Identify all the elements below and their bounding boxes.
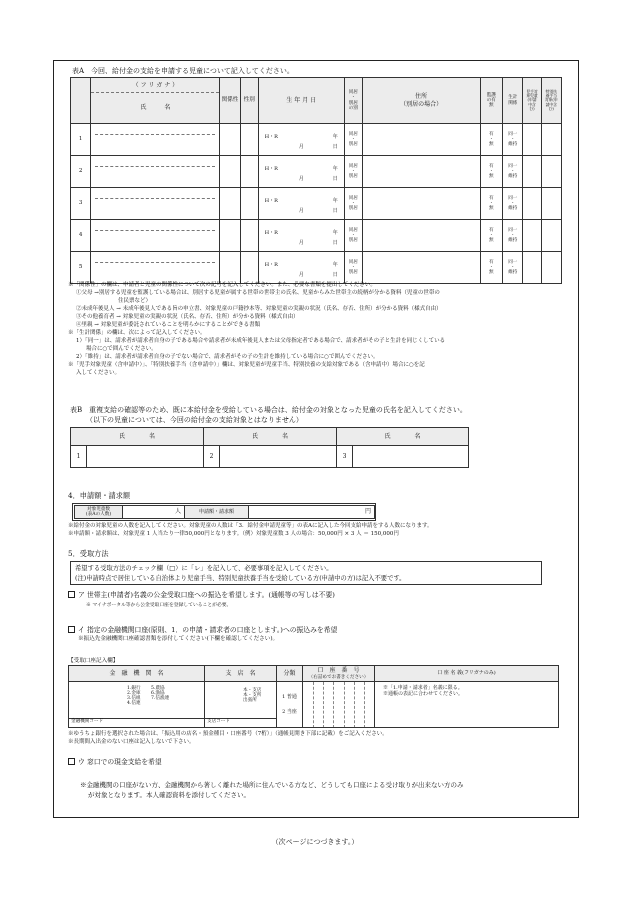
separation-header: 同居 ・ 別居 の別 — [344, 78, 362, 124]
cash-note-1: ※金融機関の口座がない方、金融機関から著しく離れた場所に住んでいる方など、どうしても口座による受け取りが出来ない方のみ — [80, 781, 464, 789]
dob-cell[interactable]: H・R 年 月 日 — [258, 124, 344, 156]
branch-code-row[interactable]: 支店コード — [205, 718, 277, 727]
cash-note-2: が対象となります。本人確認資料を添付してください。 — [88, 791, 250, 799]
custody-cell[interactable]: 有 ・ 無 — [480, 220, 503, 252]
special-allowance-header: 特別扶 養手当 対象(申 請中含 む) — [541, 78, 561, 124]
sex-cell[interactable] — [240, 220, 258, 252]
custody-cell[interactable]: 有 ・ 無 — [480, 252, 503, 284]
dob-header: 生 年 月 日 — [258, 78, 344, 124]
child-allowance-cell[interactable] — [523, 124, 541, 156]
section-5-title: 5．受取方法 — [68, 549, 109, 558]
amount-label: 申請額・請求額 — [185, 506, 249, 519]
livelihood-cell[interactable]: 同一 ・ 維持 — [503, 124, 523, 156]
sex-cell[interactable] — [240, 252, 258, 284]
row-no-header — [71, 78, 91, 124]
dob-cell[interactable]: H・R 年 月 日 — [258, 188, 344, 220]
table-b-caption: 表B 重複支給の確認等のため、既に本給付金を受給している場合は、給付金の対象となった児童の氏名を記入してください。 — [70, 406, 467, 414]
form-frame — [53, 60, 579, 818]
option-u-label: ウ 窓口での現金支給を希望 — [78, 758, 162, 766]
relation-cell[interactable] — [220, 156, 240, 188]
relation-cell[interactable] — [220, 124, 240, 156]
name-cell[interactable] — [91, 220, 220, 252]
child-count-label: 対象児童数 (表Aの人数) — [75, 506, 123, 519]
address-header: 住所 （別居の場合） — [362, 78, 480, 124]
table-b-name-3[interactable] — [353, 446, 469, 468]
table-b-no-3: 3 — [337, 446, 353, 468]
receipt-instruction-2: (注)申請時点で居住している自治体より児童手当、特別児童扶養手当を受給している方(申請中の方)は記入不要です。 — [75, 575, 406, 582]
account-table — [68, 665, 559, 728]
option-a-label: ア 世帯主(申請者)名義の公金受取口座への振込を希望します。(通帳等の写しは不要) — [78, 591, 335, 599]
name-cell[interactable] — [91, 156, 220, 188]
option-i[interactable] — [68, 626, 337, 634]
address-cell[interactable] — [362, 124, 480, 156]
option-i-checkbox[interactable] — [68, 626, 75, 633]
kind-header: 分類 — [277, 666, 303, 682]
child-allowance-cell[interactable] — [523, 220, 541, 252]
child-row — [71, 124, 562, 156]
option-a[interactable] — [68, 591, 335, 599]
option-a-note: ※ マイナポータル等から公金受取口座を登録していることが必要。 — [86, 603, 232, 608]
name-cell[interactable] — [91, 188, 220, 220]
table-b-no-2: 2 — [204, 446, 220, 468]
name-header — [91, 78, 220, 124]
special-allowance-cell[interactable] — [541, 188, 561, 220]
name-cell[interactable] — [91, 124, 220, 156]
branch-name-cell[interactable] — [205, 682, 277, 728]
option-u-checkbox[interactable] — [68, 758, 75, 765]
sex-header: 性別 — [240, 78, 258, 124]
table-b-name-2[interactable] — [220, 446, 337, 468]
amount-note-2: ※申請額・請求額は、対象児童 1 人当たり一律50,000円となります。（例）対象児童数 3 人の場合：50,000円 × 3 人 ＝ 150,000円 — [68, 531, 399, 537]
dormant-account-note: ※長期間入出金のない口座は記入しないで下さい。 — [68, 739, 195, 745]
table-b-subcaption: （以下の児童については、今回の給付金の支給対象とはなりません） — [86, 416, 303, 424]
row-number: 1 — [71, 124, 91, 156]
kind-cell[interactable]: 1 普通 2 当座 — [277, 682, 303, 728]
address-cell[interactable] — [362, 252, 480, 284]
address-cell[interactable] — [362, 156, 480, 188]
separation-cell[interactable]: 同居 ・ 別居 — [344, 188, 362, 220]
row-number: 4 — [71, 220, 91, 252]
note-foster: ④里親 → 対象児童が委託されていることを明らかにすることができる書類 — [76, 322, 261, 328]
receipt-instructions-box — [70, 561, 542, 585]
row-number: 2 — [71, 156, 91, 188]
sex-cell[interactable] — [240, 188, 258, 220]
child-row — [71, 220, 562, 252]
address-cell[interactable] — [362, 220, 480, 252]
child-row — [71, 188, 562, 220]
table-b-name-1[interactable] — [87, 446, 204, 468]
separation-cell[interactable]: 同居 ・ 別居 — [344, 124, 362, 156]
livelihood-header: 生計 関係 — [503, 78, 523, 124]
dob-cell[interactable]: H・R 年 月 日 — [258, 252, 344, 284]
livelihood-cell[interactable]: 同一 ・ 維持 — [503, 188, 523, 220]
dob-cell[interactable]: H・R 年 月 日 — [258, 156, 344, 188]
amount-table — [74, 505, 375, 519]
note-same: 1）「同一」は、請求者が請求者自身の子である場合や請求者が未成年後見人または父母指定者である場合で、請求者がその子と生計を同じくしている — [76, 338, 446, 344]
table-b-name-header-3: 氏 名 — [337, 428, 469, 446]
special-allowance-cell[interactable] — [541, 220, 561, 252]
table-b-name-header-1: 氏 名 — [71, 428, 204, 446]
note-allowance-cont: 入してください。 — [76, 370, 121, 376]
table-b — [70, 427, 469, 468]
sex-cell[interactable] — [240, 124, 258, 156]
table-a-caption: 表A 今回、給付金の支給を申請する児童について記入してください。 — [72, 67, 294, 75]
holder-note-2: ※通帳の表記に合わせてください。 — [383, 691, 464, 698]
option-u[interactable] — [68, 758, 162, 766]
bank-name-cell[interactable] — [69, 682, 205, 728]
note-livelihood: ※「生計関係」の欄は、次によって記入してください。 — [68, 330, 206, 336]
address-cell[interactable] — [362, 188, 480, 220]
custody-cell[interactable]: 有 ・ 無 — [480, 156, 503, 188]
relation-cell[interactable] — [220, 188, 240, 220]
livelihood-cell[interactable]: 同一 ・ 維持 — [503, 220, 523, 252]
receipt-instruction-1: 希望する受取方法のチェック欄（□）に「レ」を記入して、必要事項を記入してください。 — [75, 565, 333, 572]
livelihood-cell[interactable]: 同一 ・ 維持 — [503, 252, 523, 284]
separation-cell[interactable]: 同居 ・ 別居 — [344, 156, 362, 188]
child-row — [71, 156, 562, 188]
account-number-header: 口 座 番 号 （右詰めでお書きください） — [303, 666, 375, 682]
account-caption: 【受取口座記入欄】 — [68, 658, 119, 664]
table-b-name-header-2: 氏 名 — [204, 428, 337, 446]
account-holder-cell[interactable] — [375, 682, 559, 728]
name-cell[interactable] — [91, 252, 220, 284]
relation-cell[interactable] — [220, 220, 240, 252]
bank-type-options-a: 1.銀行 2.金庫 3.信組 4.信連 — [127, 686, 141, 707]
note-parents: ①父母 →別居する児童を監護している場合は、別居する児童が属する世帯の世帯主の氏名、児童からみた世帯主の続柄が分かる資料（児童の世帯の — [76, 290, 440, 296]
relation-cell[interactable] — [220, 252, 240, 284]
holder-note-1: ※「1.申請・請求者」名義に限る。 — [383, 685, 463, 691]
special-allowance-cell[interactable] — [541, 156, 561, 188]
note-same-cont: 場合に○で囲んでください。 — [86, 346, 157, 352]
note-allowance: ※「児手対象児童（含申請中）」、「特別扶養手当（含申請中）」欄は、対象児童が児童手当、特別扶養の支給対象である（含申請中）場合に○を記 — [68, 362, 425, 368]
child-allowance-cell[interactable] — [523, 156, 541, 188]
bank-name-header: 金 融 機 関 名 — [69, 666, 205, 682]
table-a — [70, 77, 562, 284]
child-count-field[interactable]: 人 — [123, 506, 185, 519]
note-other: ③その他養育者 → 対象児童の実親の状況（氏名、存否、住所）が分かる資料（様式自由） — [76, 314, 299, 320]
child-allowance-cell[interactable] — [523, 188, 541, 220]
special-allowance-cell[interactable] — [541, 252, 561, 284]
row-number: 5 — [71, 252, 91, 284]
amount-field[interactable]: 円 — [249, 506, 375, 519]
special-allowance-cell[interactable] — [541, 124, 561, 156]
separation-cell[interactable]: 同居 ・ 別居 — [344, 220, 362, 252]
option-a-checkbox[interactable] — [68, 591, 75, 598]
option-i-label: イ 指定の金融機関口座(原則、1．の申請・請求者の口座とします。)への振込みを希望 — [78, 626, 338, 634]
bank-type-options-b: 5.農協 6.漁協 7.信漁連 — [151, 686, 170, 702]
account-number-cell[interactable] — [303, 682, 375, 728]
bank-code-row[interactable]: 金融機関コード — [69, 718, 205, 727]
custody-header: 監護 の有 無 — [480, 78, 503, 124]
note-guardian: ②未成年後見人 → 未成年後見人である旨の申立書、対象児童の戸籍抄本等、対象児童の実親の状況（氏名、存否、住所）が分かる資料（様式自由） — [76, 306, 442, 312]
branch-type-options: 本・支店 本・支所 出張所 — [243, 688, 262, 704]
furigana-label: （ フ リ ガ ナ ） — [91, 79, 219, 93]
separation-cell[interactable]: 同居 ・ 別居 — [344, 252, 362, 284]
table-b-no-1: 1 — [71, 446, 87, 468]
livelihood-cell[interactable]: 同一 ・ 維持 — [503, 156, 523, 188]
branch-name-header: 支 店 名 — [205, 666, 277, 682]
name-label: 氏 名 — [140, 103, 171, 111]
child-allowance-header: 児手対 象児童 (申請 中含 む) — [523, 78, 541, 124]
sex-cell[interactable] — [240, 156, 258, 188]
child-row — [71, 252, 562, 284]
account-holder-header: 口 座 名 義(フリガナのみ) — [375, 666, 559, 682]
footer-continued: （次ページにつづきます。） — [271, 838, 359, 846]
note-maintain: 2）「維持」は、請求者が請求者自身の子でない場合で、請求者がその子の生計を維持している場合に○で囲んでください。 — [76, 354, 379, 360]
amount-note-1: ※給付金の対象児童の人数を記入してください。対象児童の人数は「3．給付金申請児童等」の表Aに記入した今回支給申請をする人数になります。 — [68, 523, 433, 529]
yucho-note: ※ゆうちょ銀行を選択された場合は、「振込用の店名・預金種目・口座番号（7桁）」（通帳見開き下部に記載）をご記入ください。 — [68, 731, 388, 737]
note-relation: ※「関係性」の欄は、申請者と児童の関係性について次の記号を記入してください。また、必要な書類を提出してください。 — [68, 282, 376, 288]
relation-header: 関係性 — [220, 78, 240, 124]
section-4-title: 4．申請額・請求額 — [68, 491, 131, 500]
row-number: 3 — [71, 188, 91, 220]
note-parents-cont: 住民票など） — [118, 298, 152, 304]
option-i-note: ※振込先金融機関口座確認書類を添付してください(下欄を確認してください)。 — [78, 636, 279, 642]
child-allowance-cell[interactable] — [523, 252, 541, 284]
dob-cell[interactable]: H・R 年 月 日 — [258, 220, 344, 252]
custody-cell[interactable]: 有 ・ 無 — [480, 188, 503, 220]
custody-cell[interactable]: 有 ・ 無 — [480, 124, 503, 156]
